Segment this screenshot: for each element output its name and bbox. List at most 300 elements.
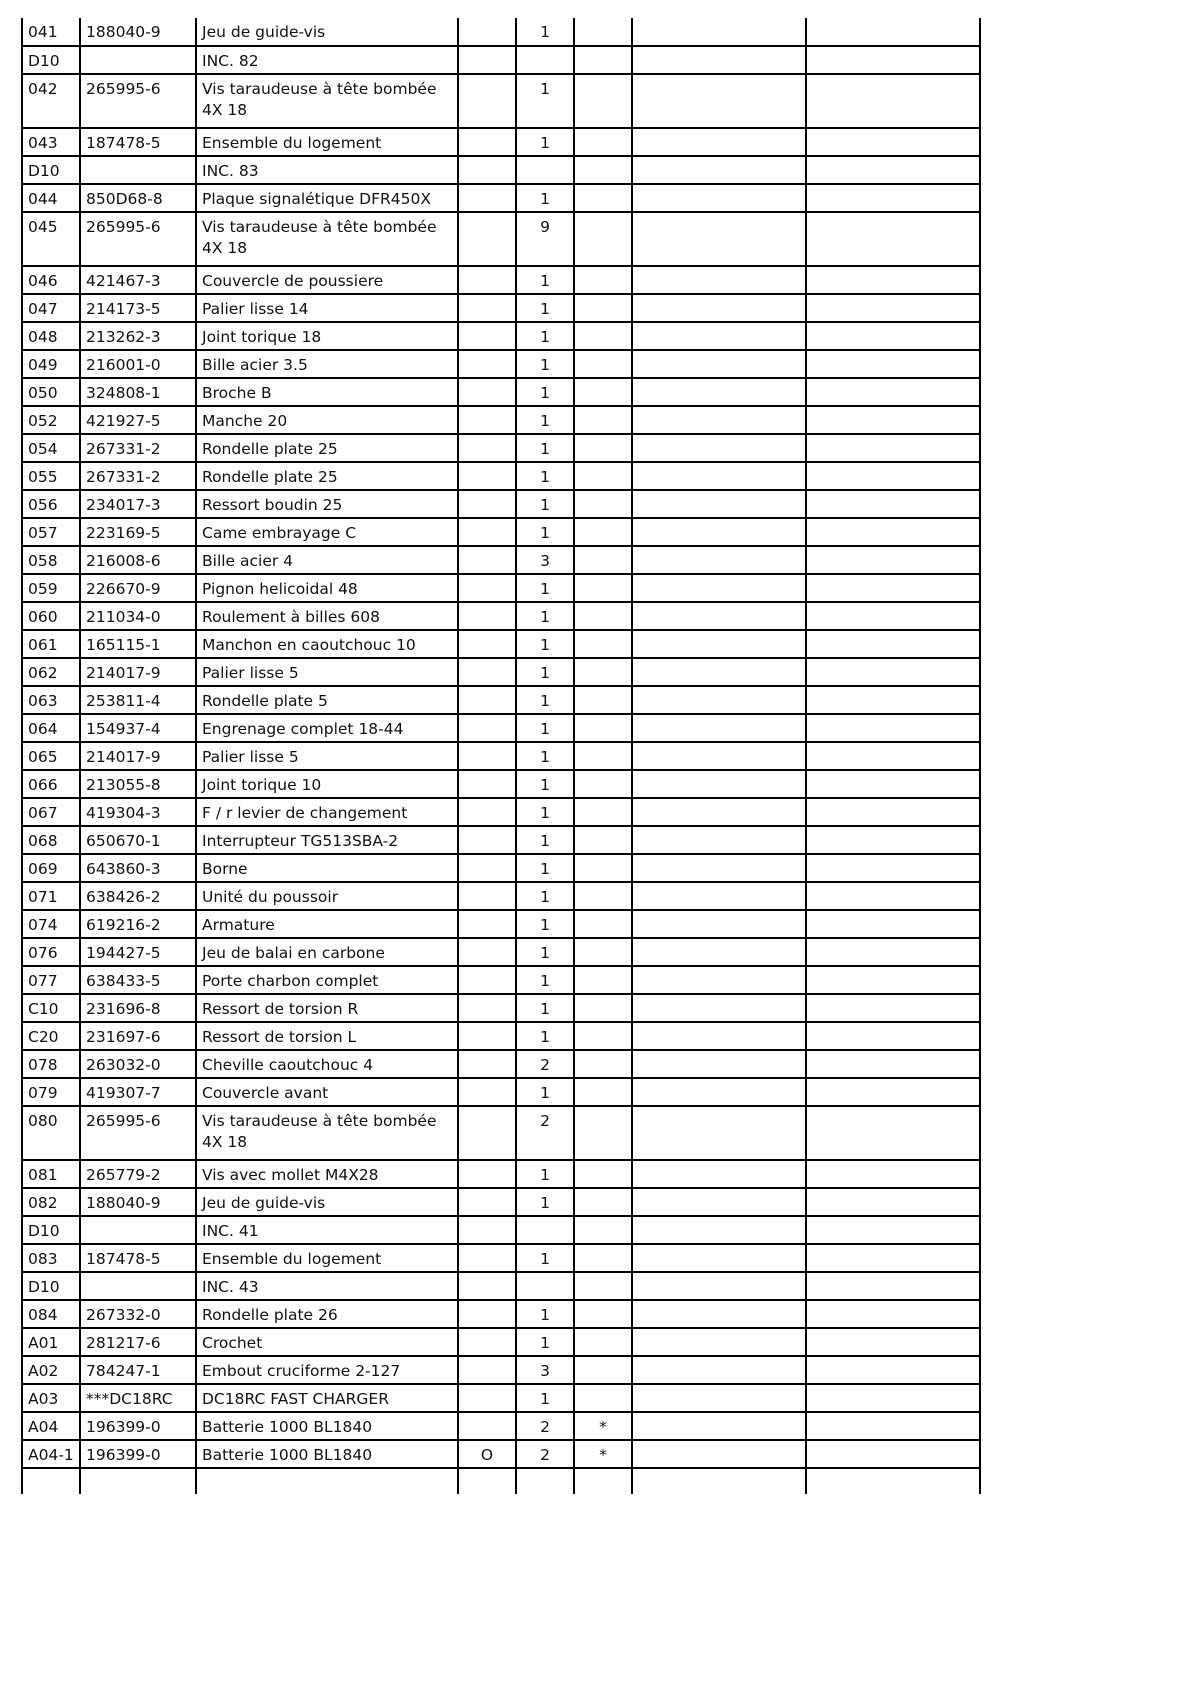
remark-cell — [574, 18, 632, 46]
part-number-cell: 231696-8 — [80, 994, 196, 1022]
remark-cell — [574, 406, 632, 434]
quantity-cell: 1 — [516, 882, 574, 910]
item-number-cell: D10 — [22, 1216, 80, 1244]
remark-cell — [574, 462, 632, 490]
empty-cell — [22, 1468, 80, 1494]
quantity-cell: 1 — [516, 1328, 574, 1356]
quantity-cell — [516, 1216, 574, 1244]
table-row-empty — [22, 1468, 980, 1494]
item-number-cell: 046 — [22, 266, 80, 294]
note-cell — [458, 46, 516, 74]
remark-cell — [574, 1106, 632, 1160]
part-number-cell: 188040-9 — [80, 1188, 196, 1216]
quantity-cell: 1 — [516, 770, 574, 798]
empty-cell-1 — [632, 1106, 806, 1160]
empty-cell-1 — [632, 74, 806, 128]
quantity-cell: 2 — [516, 1412, 574, 1440]
part-number-cell: 650670-1 — [80, 826, 196, 854]
table-row — [22, 1106, 980, 1160]
table-row — [22, 350, 980, 378]
empty-cell-1 — [632, 1078, 806, 1106]
quantity-cell: 1 — [516, 966, 574, 994]
empty-cell-1 — [632, 322, 806, 350]
table-row — [22, 1356, 980, 1384]
note-cell — [458, 1216, 516, 1244]
item-number-cell: 084 — [22, 1300, 80, 1328]
item-number-cell: 052 — [22, 406, 80, 434]
table-row — [22, 1300, 980, 1328]
item-number-cell: 082 — [22, 1188, 80, 1216]
item-number-cell: 077 — [22, 966, 80, 994]
empty-cell-2 — [806, 462, 980, 490]
empty-cell-2 — [806, 1160, 980, 1188]
table-row — [22, 1188, 980, 1216]
description-cell: Vis taraudeuse à tête bombée 4X 18 — [196, 74, 458, 128]
note-cell — [458, 1160, 516, 1188]
empty-cell-2 — [806, 574, 980, 602]
description-cell: Manchon en caoutchouc 10 — [196, 630, 458, 658]
empty-cell-2 — [806, 882, 980, 910]
remark-cell — [574, 826, 632, 854]
part-number-cell: 638433-5 — [80, 966, 196, 994]
quantity-cell: 9 — [516, 212, 574, 266]
table-row — [22, 518, 980, 546]
description-cell: Interrupteur TG513SBA-2 — [196, 826, 458, 854]
empty-cell-1 — [632, 854, 806, 882]
note-cell — [458, 1300, 516, 1328]
description-cell: Joint torique 10 — [196, 770, 458, 798]
note-cell — [458, 322, 516, 350]
description-cell: Batterie 1000 BL1840 — [196, 1440, 458, 1468]
note-cell — [458, 602, 516, 630]
table-row — [22, 322, 980, 350]
empty-cell-1 — [632, 490, 806, 518]
table-row — [22, 434, 980, 462]
item-number-cell: 080 — [22, 1106, 80, 1160]
description-cell: Ensemble du logement — [196, 128, 458, 156]
table-row — [22, 1078, 980, 1106]
empty-cell-1 — [632, 1160, 806, 1188]
quantity-cell: 1 — [516, 1300, 574, 1328]
empty-cell-2 — [806, 966, 980, 994]
part-number-cell: 638426-2 — [80, 882, 196, 910]
item-number-cell: 083 — [22, 1244, 80, 1272]
empty-cell-1 — [632, 1300, 806, 1328]
parts-table — [21, 18, 981, 1494]
item-number-cell: 062 — [22, 658, 80, 686]
empty-cell-1 — [632, 742, 806, 770]
empty-cell-1 — [632, 212, 806, 266]
description-cell: Couvercle avant — [196, 1078, 458, 1106]
remark-cell — [574, 994, 632, 1022]
empty-cell-2 — [806, 546, 980, 574]
note-cell — [458, 770, 516, 798]
empty-cell-2 — [806, 1022, 980, 1050]
empty-cell-2 — [806, 74, 980, 128]
note-cell — [458, 18, 516, 46]
quantity-cell: 1 — [516, 826, 574, 854]
empty-cell-2 — [806, 156, 980, 184]
note-cell — [458, 266, 516, 294]
empty-cell-2 — [806, 658, 980, 686]
description-cell: Embout cruciforme 2-127 — [196, 1356, 458, 1384]
part-number-cell: 643860-3 — [80, 854, 196, 882]
empty-cell-2 — [806, 518, 980, 546]
item-number-cell: 055 — [22, 462, 80, 490]
description-cell: Palier lisse 14 — [196, 294, 458, 322]
empty-cell-2 — [806, 910, 980, 938]
empty-cell-1 — [632, 826, 806, 854]
note-cell — [458, 1022, 516, 1050]
table-row — [22, 742, 980, 770]
empty-cell-1 — [632, 156, 806, 184]
empty-cell-1 — [632, 1022, 806, 1050]
part-number-cell: 211034-0 — [80, 602, 196, 630]
description-cell: Palier lisse 5 — [196, 658, 458, 686]
table-row — [22, 46, 980, 74]
remark-cell — [574, 1356, 632, 1384]
table-row — [22, 1050, 980, 1078]
item-number-cell: 044 — [22, 184, 80, 212]
empty-cell — [806, 1468, 980, 1494]
empty-cell-2 — [806, 350, 980, 378]
empty-cell-2 — [806, 490, 980, 518]
empty-cell-1 — [632, 546, 806, 574]
table-row — [22, 266, 980, 294]
remark-cell — [574, 1050, 632, 1078]
remark-cell — [574, 1216, 632, 1244]
table-row — [22, 770, 980, 798]
description-cell: Engrenage complet 18-44 — [196, 714, 458, 742]
item-number-cell: 079 — [22, 1078, 80, 1106]
empty-cell-1 — [632, 1188, 806, 1216]
description-cell: Roulement à billes 608 — [196, 602, 458, 630]
note-cell — [458, 406, 516, 434]
description-cell: INC. 83 — [196, 156, 458, 184]
quantity-cell: 2 — [516, 1050, 574, 1078]
remark-cell — [574, 742, 632, 770]
part-number-cell: 187478-5 — [80, 1244, 196, 1272]
description-cell: Vis taraudeuse à tête bombée 4X 18 — [196, 212, 458, 266]
description-cell: Jeu de guide-vis — [196, 18, 458, 46]
part-number-cell: 267331-2 — [80, 434, 196, 462]
quantity-cell — [516, 1272, 574, 1300]
part-number-cell: 267332-0 — [80, 1300, 196, 1328]
note-cell — [458, 212, 516, 266]
note-cell — [458, 994, 516, 1022]
part-number-cell: 214173-5 — [80, 294, 196, 322]
empty-cell-2 — [806, 1412, 980, 1440]
part-number-cell: 231697-6 — [80, 1022, 196, 1050]
empty-cell-2 — [806, 1440, 980, 1468]
remark-cell — [574, 266, 632, 294]
empty-cell-2 — [806, 798, 980, 826]
description-cell: Crochet — [196, 1328, 458, 1356]
quantity-cell: 1 — [516, 742, 574, 770]
note-cell — [458, 630, 516, 658]
note-cell — [458, 1384, 516, 1412]
item-number-cell: 078 — [22, 1050, 80, 1078]
empty-cell-1 — [632, 1216, 806, 1244]
part-number-cell: 226670-9 — [80, 574, 196, 602]
quantity-cell: 1 — [516, 1188, 574, 1216]
empty-cell-2 — [806, 742, 980, 770]
item-number-cell: 058 — [22, 546, 80, 574]
item-number-cell: 061 — [22, 630, 80, 658]
part-number-cell: 213262-3 — [80, 322, 196, 350]
part-number-cell: 263032-0 — [80, 1050, 196, 1078]
item-number-cell: 048 — [22, 322, 80, 350]
parts-table-body — [22, 18, 980, 1494]
table-row — [22, 1272, 980, 1300]
quantity-cell: 1 — [516, 1022, 574, 1050]
empty-cell-1 — [632, 714, 806, 742]
table-row — [22, 798, 980, 826]
empty-cell-1 — [632, 18, 806, 46]
item-number-cell: 060 — [22, 602, 80, 630]
empty-cell-2 — [806, 826, 980, 854]
quantity-cell: 1 — [516, 1078, 574, 1106]
empty-cell-2 — [806, 378, 980, 406]
description-cell: Bille acier 4 — [196, 546, 458, 574]
remark-cell — [574, 798, 632, 826]
part-number-cell: 281217-6 — [80, 1328, 196, 1356]
quantity-cell: 1 — [516, 74, 574, 128]
note-cell — [458, 938, 516, 966]
remark-cell — [574, 938, 632, 966]
table-row — [22, 714, 980, 742]
empty-cell-1 — [632, 350, 806, 378]
empty-cell-1 — [632, 770, 806, 798]
item-number-cell: 049 — [22, 350, 80, 378]
description-cell: Joint torique 18 — [196, 322, 458, 350]
description-cell: Rondelle plate 25 — [196, 462, 458, 490]
part-number-cell — [80, 1272, 196, 1300]
quantity-cell: 1 — [516, 686, 574, 714]
table-row — [22, 490, 980, 518]
note-cell — [458, 882, 516, 910]
description-cell: Unité du poussoir — [196, 882, 458, 910]
note-cell — [458, 128, 516, 156]
empty-cell-2 — [806, 714, 980, 742]
empty-cell — [632, 1468, 806, 1494]
empty-cell-1 — [632, 966, 806, 994]
part-number-cell: 784247-1 — [80, 1356, 196, 1384]
part-number-cell: 196399-0 — [80, 1440, 196, 1468]
part-number-cell: 216008-6 — [80, 546, 196, 574]
note-cell — [458, 798, 516, 826]
remark-cell — [574, 1244, 632, 1272]
empty-cell-2 — [806, 266, 980, 294]
note-cell — [458, 378, 516, 406]
item-number-cell: A02 — [22, 1356, 80, 1384]
quantity-cell: 1 — [516, 910, 574, 938]
table-row — [22, 546, 980, 574]
empty-cell-2 — [806, 1300, 980, 1328]
note-cell — [458, 1328, 516, 1356]
remark-cell: * — [574, 1440, 632, 1468]
note-cell — [458, 546, 516, 574]
empty-cell-1 — [632, 378, 806, 406]
note-cell — [458, 462, 516, 490]
description-cell: Jeu de balai en carbone — [196, 938, 458, 966]
part-number-cell: 265995-6 — [80, 212, 196, 266]
quantity-cell: 1 — [516, 938, 574, 966]
empty-cell-2 — [806, 18, 980, 46]
empty-cell-1 — [632, 1050, 806, 1078]
item-number-cell: A03 — [22, 1384, 80, 1412]
table-row — [22, 574, 980, 602]
table-row — [22, 1160, 980, 1188]
empty-cell-2 — [806, 1216, 980, 1244]
remark-cell — [574, 156, 632, 184]
remark-cell — [574, 490, 632, 518]
remark-cell — [574, 1188, 632, 1216]
empty-cell-2 — [806, 184, 980, 212]
part-number-cell: 214017-9 — [80, 658, 196, 686]
quantity-cell: 1 — [516, 378, 574, 406]
table-row — [22, 1022, 980, 1050]
table-row — [22, 966, 980, 994]
remark-cell — [574, 602, 632, 630]
description-cell: Came embrayage C — [196, 518, 458, 546]
part-number-cell: 419304-3 — [80, 798, 196, 826]
empty-cell-2 — [806, 602, 980, 630]
empty-cell-2 — [806, 128, 980, 156]
table-row — [22, 74, 980, 128]
quantity-cell: 1 — [516, 128, 574, 156]
empty-cell — [196, 1468, 458, 1494]
remark-cell — [574, 128, 632, 156]
part-number-cell: 324808-1 — [80, 378, 196, 406]
table-row — [22, 854, 980, 882]
table-row — [22, 882, 980, 910]
description-cell: Manche 20 — [196, 406, 458, 434]
remark-cell — [574, 74, 632, 128]
part-number-cell: 187478-5 — [80, 128, 196, 156]
part-number-cell — [80, 156, 196, 184]
empty-cell-2 — [806, 854, 980, 882]
remark-cell: * — [574, 1412, 632, 1440]
note-cell — [458, 658, 516, 686]
item-number-cell: D10 — [22, 46, 80, 74]
remark-cell — [574, 212, 632, 266]
empty-cell-2 — [806, 994, 980, 1022]
empty-cell-1 — [632, 630, 806, 658]
empty-cell — [80, 1468, 196, 1494]
quantity-cell: 2 — [516, 1106, 574, 1160]
item-number-cell: 042 — [22, 74, 80, 128]
remark-cell — [574, 434, 632, 462]
note-cell — [458, 686, 516, 714]
part-number-cell: 194427-5 — [80, 938, 196, 966]
part-number-cell: 253811-4 — [80, 686, 196, 714]
note-cell — [458, 294, 516, 322]
quantity-cell: 1 — [516, 602, 574, 630]
description-cell: Ressort boudin 25 — [196, 490, 458, 518]
empty-cell-1 — [632, 434, 806, 462]
empty-cell-2 — [806, 406, 980, 434]
table-row — [22, 406, 980, 434]
empty-cell-1 — [632, 910, 806, 938]
quantity-cell: 3 — [516, 1356, 574, 1384]
table-row — [22, 1244, 980, 1272]
description-cell: Broche B — [196, 378, 458, 406]
description-cell: Borne — [196, 854, 458, 882]
part-number-cell: 214017-9 — [80, 742, 196, 770]
description-cell: Rondelle plate 5 — [196, 686, 458, 714]
remark-cell — [574, 322, 632, 350]
remark-cell — [574, 1078, 632, 1106]
part-number-cell: 154937-4 — [80, 714, 196, 742]
quantity-cell: 1 — [516, 658, 574, 686]
description-cell: Armature — [196, 910, 458, 938]
quantity-cell: 1 — [516, 266, 574, 294]
empty-cell-1 — [632, 1356, 806, 1384]
empty-cell-1 — [632, 938, 806, 966]
item-number-cell: 069 — [22, 854, 80, 882]
description-cell: Ressort de torsion L — [196, 1022, 458, 1050]
item-number-cell: 065 — [22, 742, 80, 770]
empty-cell-2 — [806, 1078, 980, 1106]
part-number-cell: 419307-7 — [80, 1078, 196, 1106]
note-cell — [458, 1050, 516, 1078]
remark-cell — [574, 770, 632, 798]
item-number-cell: 050 — [22, 378, 80, 406]
quantity-cell: 1 — [516, 350, 574, 378]
description-cell: Vis taraudeuse à tête bombée 4X 18 — [196, 1106, 458, 1160]
description-cell: Ressort de torsion R — [196, 994, 458, 1022]
empty-cell-1 — [632, 1384, 806, 1412]
part-number-cell: ***DC18RC — [80, 1384, 196, 1412]
note-cell — [458, 574, 516, 602]
table-row — [22, 686, 980, 714]
table-row — [22, 1412, 980, 1440]
remark-cell — [574, 658, 632, 686]
part-number-cell: 188040-9 — [80, 18, 196, 46]
part-number-cell: 223169-5 — [80, 518, 196, 546]
quantity-cell: 1 — [516, 294, 574, 322]
item-number-cell: 064 — [22, 714, 80, 742]
empty-cell-2 — [806, 322, 980, 350]
item-number-cell: 076 — [22, 938, 80, 966]
empty-cell-2 — [806, 212, 980, 266]
item-number-cell: 067 — [22, 798, 80, 826]
note-cell — [458, 910, 516, 938]
item-number-cell: 071 — [22, 882, 80, 910]
remark-cell — [574, 966, 632, 994]
table-row — [22, 826, 980, 854]
table-row — [22, 18, 980, 46]
part-number-cell: 196399-0 — [80, 1412, 196, 1440]
quantity-cell: 1 — [516, 1244, 574, 1272]
note-cell — [458, 742, 516, 770]
item-number-cell: 066 — [22, 770, 80, 798]
part-number-cell: 265995-6 — [80, 1106, 196, 1160]
part-number-cell: 213055-8 — [80, 770, 196, 798]
empty-cell-1 — [632, 294, 806, 322]
item-number-cell: A04 — [22, 1412, 80, 1440]
quantity-cell: 1 — [516, 406, 574, 434]
empty-cell-1 — [632, 1328, 806, 1356]
remark-cell — [574, 1328, 632, 1356]
remark-cell — [574, 882, 632, 910]
item-number-cell: C10 — [22, 994, 80, 1022]
note-cell: O — [458, 1440, 516, 1468]
item-number-cell: 045 — [22, 212, 80, 266]
item-number-cell: A01 — [22, 1328, 80, 1356]
empty-cell-1 — [632, 686, 806, 714]
